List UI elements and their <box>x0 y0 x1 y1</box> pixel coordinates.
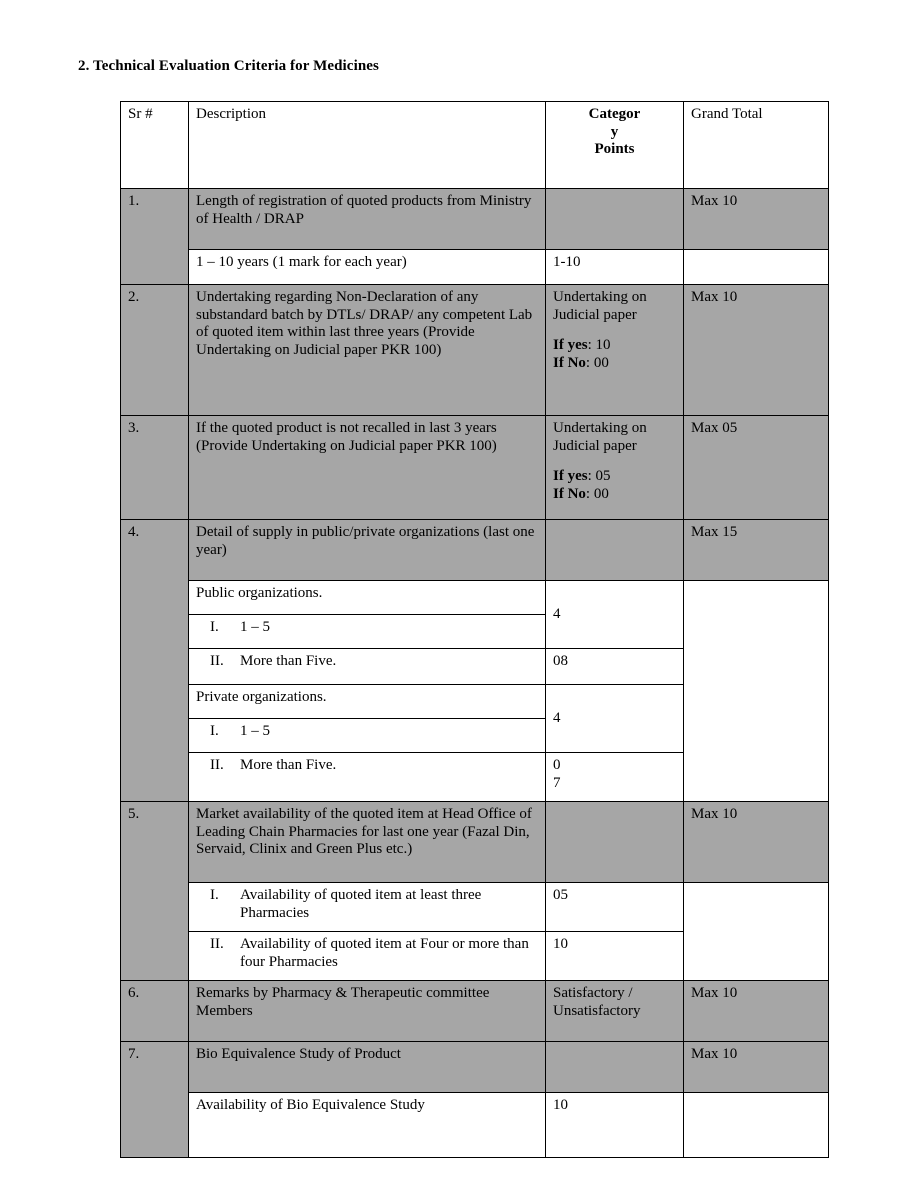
row-category-points <box>546 1042 684 1093</box>
table-row <box>121 520 829 581</box>
category-note-line-1: Undertaking on <box>553 420 647 436</box>
table-sub-row <box>121 581 829 615</box>
sub-row-description <box>189 932 546 981</box>
row-category-points <box>546 981 684 1042</box>
sub-row-description: Public organizations. <box>189 581 546 615</box>
column-header-category-points <box>546 102 684 189</box>
page-title: 2. Technical Evaluation Criteria for Medicines <box>78 58 379 74</box>
row-grand-total: Max 10 <box>684 1042 829 1093</box>
sub-row-roman: II. <box>210 757 224 773</box>
if-yes-value: : 10 <box>587 337 611 354</box>
sub-row-category-points: 4 <box>546 581 684 649</box>
row-grand-total: Max 10 <box>684 285 829 416</box>
sub-row-description: Private organizations. <box>189 685 546 719</box>
table-row <box>121 1042 829 1093</box>
row-sr-number: 7. <box>121 1042 189 1158</box>
category-note-line-1: Satisfactory / <box>553 985 633 1001</box>
category-points-line-2: y <box>610 123 619 140</box>
table-row <box>121 189 829 250</box>
table-sub-row <box>121 883 829 932</box>
row-description: If the quoted product is not recalled in last 3 years (Provide Undertaking on Judicial paper PKR 100) <box>189 416 546 520</box>
row-category-points <box>546 520 684 581</box>
row-description: Detail of supply in public/private organizations (last one year) <box>189 520 546 581</box>
row-description: Remarks by Pharmacy & Therapeutic committee Members <box>189 981 546 1042</box>
sub-row-description <box>189 649 546 685</box>
row-sr-number: 6. <box>121 981 189 1042</box>
category-note-line-2: Unsatisfactory <box>553 1002 641 1019</box>
sub-row-grand-total <box>684 1093 829 1158</box>
sub-row-roman: I. <box>210 619 219 635</box>
sub-row-roman: I. <box>210 887 219 903</box>
sub-row-category-points: 08 <box>546 649 684 685</box>
category-points-line-3: Points <box>594 141 635 158</box>
category-points-line-1: Categor <box>588 106 641 122</box>
sub-row-text: Availability of quoted item at Four or more than four Pharmacies <box>240 936 529 970</box>
if-no-value: : 00 <box>585 486 609 503</box>
sub-row-category-points: 1-10 <box>546 250 684 285</box>
if-no-label: If No <box>553 486 586 503</box>
sub-row-grand-total <box>684 250 829 285</box>
technical-evaluation-criteria-table <box>120 101 829 1158</box>
row-grand-total: Max 10 <box>684 189 829 250</box>
column-header-grand-total: Grand Total <box>684 102 829 189</box>
sub-row-description: 1 – 10 years (1 mark for each year) <box>189 250 546 285</box>
spacer <box>553 324 676 337</box>
category-note-line-2: Judicial paper <box>553 306 637 323</box>
if-yes-value: : 05 <box>587 468 611 485</box>
sub-row-description <box>189 615 546 649</box>
table-row <box>121 285 829 416</box>
sub-row-description <box>189 883 546 932</box>
sub-row-category-points: 4 <box>546 685 684 753</box>
sub-row-roman: I. <box>210 723 219 739</box>
spacer <box>553 455 676 468</box>
if-no-label: If No <box>553 355 586 372</box>
sub-row-description: Availability of Bio Equivalence Study <box>189 1093 546 1158</box>
if-yes-label: If yes <box>553 468 588 485</box>
category-note-line-2: Judicial paper <box>553 437 637 454</box>
sub-row-roman: II. <box>210 653 224 669</box>
row-grand-total: Max 05 <box>684 416 829 520</box>
row-description: Length of registration of quoted products from Ministry of Health / DRAP <box>189 189 546 250</box>
row-sr-number: 4. <box>121 520 189 802</box>
row-description: Market availability of the quoted item at Head Office of Leading Chain Pharmacies for last one year (Fazal Din, Servaid, Clinix and Green Plus etc.) <box>189 802 546 883</box>
table-sub-row <box>121 250 829 285</box>
if-yes-label: If yes <box>553 337 588 354</box>
sub-row-description <box>189 753 546 802</box>
sub-row-text: 1 – 5 <box>240 619 270 635</box>
sub-row-category-points: 05 <box>546 883 684 932</box>
sub-row-text: Availability of quoted item at least three Pharmacies <box>240 887 482 921</box>
row-sr-number: 3. <box>121 416 189 520</box>
row-category-points <box>546 802 684 883</box>
sub-row-grand-total <box>684 883 829 981</box>
table-row <box>121 416 829 520</box>
table-row <box>121 802 829 883</box>
sub-row-text: More than Five. <box>240 653 337 669</box>
row-category-points <box>546 285 684 416</box>
sub-row-roman: II. <box>210 936 224 952</box>
row-sr-number: 2. <box>121 285 189 416</box>
sub-row-text: 1 – 5 <box>240 723 270 739</box>
sub-row-category-points: 10 <box>546 932 684 981</box>
row-sr-number: 1. <box>121 189 189 285</box>
if-no-value: : 00 <box>585 355 609 372</box>
row-category-points <box>546 416 684 520</box>
row-grand-total: Max 10 <box>684 802 829 883</box>
header-row <box>121 102 829 189</box>
sub-row-grand-total <box>684 581 829 802</box>
row-category-points <box>546 189 684 250</box>
category-value-line-1: 0 <box>553 757 561 773</box>
row-description: Undertaking regarding Non-Declaration of any substandard batch by DTLs/ DRAP/ any competent Lab of quoted item within last three years (Provide Undertaking on Judicial paper PKR 100) <box>189 285 546 416</box>
category-value-line-2: 7 <box>553 774 561 791</box>
row-description: Bio Equivalence Study of Product <box>189 1042 546 1093</box>
column-header-sr: Sr # <box>121 102 189 189</box>
row-sr-number: 5. <box>121 802 189 981</box>
sub-row-description <box>189 719 546 753</box>
sub-row-category-points: 10 <box>546 1093 684 1158</box>
table-body <box>121 189 829 1158</box>
category-note-line-1: Undertaking on <box>553 289 647 305</box>
table-row <box>121 981 829 1042</box>
sub-row-category-points <box>546 753 684 802</box>
row-grand-total: Max 15 <box>684 520 829 581</box>
table-header <box>121 102 829 189</box>
sub-row-text: More than Five. <box>240 757 337 773</box>
column-header-description: Description <box>189 102 546 189</box>
row-grand-total: Max 10 <box>684 981 829 1042</box>
table-sub-row <box>121 1093 829 1158</box>
